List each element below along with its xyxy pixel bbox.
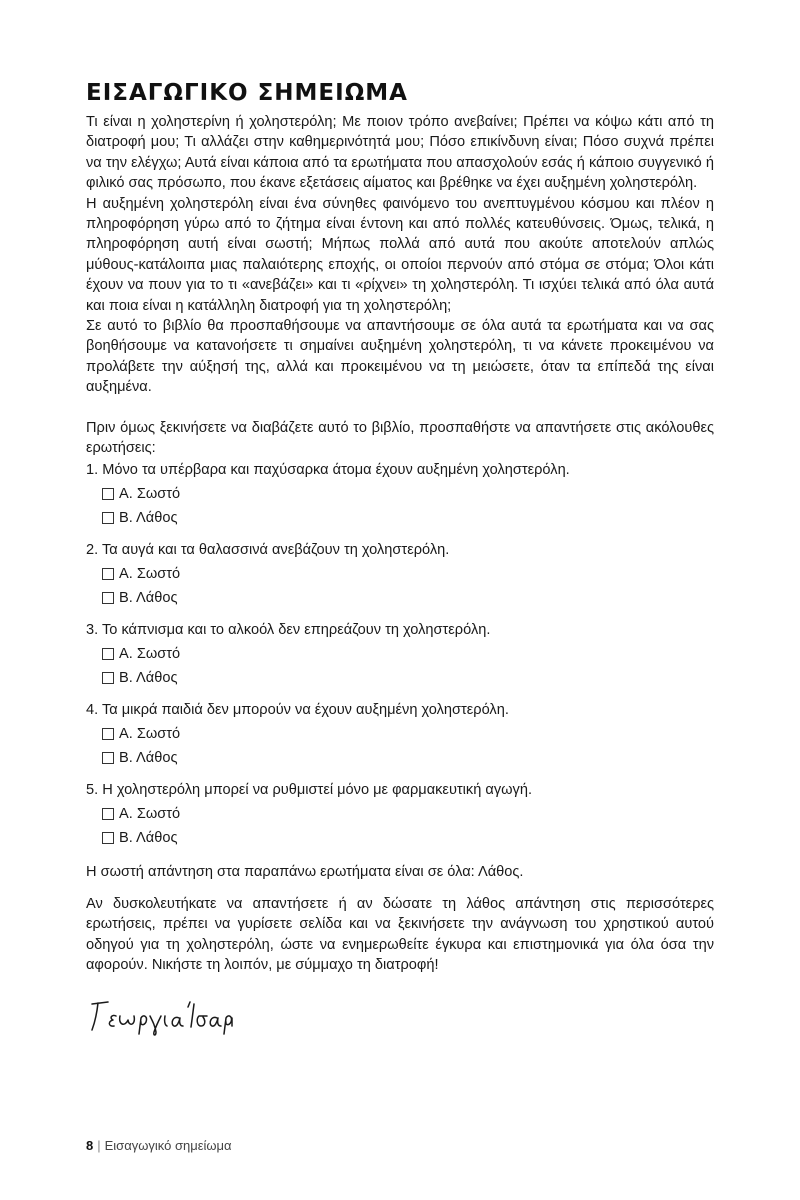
intro-paragraph-2: Η αυξημένη χοληστερόλη είναι ένα σύνηθες φαινόμενο του ανεπτυγμένου κόσμου και πλέον η πληροφόρηση γύρω από το ζήτημα είναι έντονη και από πολλές κατευθύνσεις. Όμως, τελικά, η πληροφόρηση αυτή είναι σωστή; Μήπως πολλά από αυτά που ακούτε αποτελούν απλώς μύθους-κατάλοιπα μιας παλαιότερης εποχής, οι οποίοι περνούν από στόμα σε στόμα; Όλοι κάτι έχουν να πουν για το τι «ανεβάζει» και τι «ρίχνει» τη χοληστερόλη. Τι ισχύει τελικά από όλα αυτά και ποια είναι η κατάλληλη διατροφή για τη χοληστερόλη;: [86, 195, 714, 314]
option-b[interactable]: [102, 826, 714, 850]
option-label: Β. Λάθος: [119, 669, 178, 686]
checkbox-icon[interactable]: [102, 672, 114, 684]
question-text: 3. Το κάπνισμα και το αλκοόλ δεν επηρεάζουν τη χοληστερόλη.: [86, 621, 491, 638]
page-title: ΕΙΣΑΓΩΓΙΚΟ ΣΗΜΕΙΩΜΑ: [86, 80, 408, 106]
question-text: 4. Τα μικρά παιδιά δεν μπορούν να έχουν αυξημένη χοληστερόλη.: [86, 701, 509, 718]
option-b[interactable]: [102, 506, 714, 530]
option-a[interactable]: [102, 642, 714, 666]
checkbox-icon[interactable]: [102, 512, 114, 524]
intro-paragraph-3: Σε αυτό το βιβλίο θα προσπαθήσουμε να απαντήσουμε σε όλα αυτά τα ερωτήματα και να σας βοηθήσουμε να κατανοήσετε τι σημαίνει αυξημένη χοληστερόλη, τι να κάνετε προκειμένου να προλάβετε την αύξησή της, αλλά και προκειμένου να τη μειώσετε, όταν τα επίπεδά της είναι αυξημένα.: [86, 318, 714, 396]
quiz-intro: Πριν όμως ξεκινήσετε να διαβάζετε αυτό το βιβλίο, προσπαθήστε να απαντήσετε στις ακόλουθες ερωτήσεις:: [86, 419, 714, 457]
answer-note: Η σωστή απάντηση στα παραπάνω ερωτήματα είναι σε όλα: Λάθος.: [86, 863, 524, 880]
handwritten-signature: [86, 992, 236, 1042]
option-label: Β. Λάθος: [119, 749, 178, 766]
footer-separator: |: [97, 1138, 101, 1153]
option-label: Β. Λάθος: [119, 829, 178, 846]
checkbox-icon[interactable]: [102, 808, 114, 820]
question-item: [86, 779, 714, 850]
checkbox-icon[interactable]: [102, 648, 114, 660]
checkbox-icon[interactable]: [102, 752, 114, 764]
option-label: Α. Σωστό: [119, 805, 181, 822]
checkbox-icon[interactable]: [102, 728, 114, 740]
checkbox-icon[interactable]: [102, 592, 114, 604]
page-content: [86, 80, 714, 1042]
checkbox-icon[interactable]: [102, 568, 114, 580]
checkbox-icon[interactable]: [102, 832, 114, 844]
option-label: Α. Σωστό: [119, 565, 181, 582]
question-item: [86, 459, 714, 530]
option-label: Α. Σωστό: [119, 725, 181, 742]
question-text: 1. Μόνο τα υπέρβαρα και παχύσαρκα άτομα έχουν αυξημένη χοληστερόλη.: [86, 461, 570, 478]
footer-section-title: Εισαγωγικό σημείωμα: [104, 1138, 232, 1153]
question-text: 2. Τα αυγά και τα θαλασσινά ανεβάζουν τη χοληστερόλη.: [86, 541, 450, 558]
option-a[interactable]: [102, 802, 714, 826]
question-text: 5. Η χοληστερόλη μπορεί να ρυθμιστεί μόνο με φαρμακευτική αγωγή.: [86, 781, 532, 798]
option-b[interactable]: [102, 746, 714, 770]
option-label: Β. Λάθος: [119, 509, 178, 526]
quiz-questions: [86, 459, 714, 850]
option-label: Α. Σωστό: [119, 485, 181, 502]
closing-paragraph: Αν δυσκολευτήκατε να απαντήσετε ή αν δώσατε τη λάθος απάντηση στις περισσότερες ερωτήσεις, πρέπει να γυρίσετε σελίδα και να ξεκινήσετε την ανάγνωση του χρηστικού αυτού οδηγού για τη χοληστερόλη, ώστε να ενημερωθείτε έγκυρα και επιστημονικά για όλα όσα την αφορούν. Νικήστε τη λοιπόν, με σύμμαχο τη διατροφή!: [86, 895, 714, 974]
option-label: Α. Σωστό: [119, 645, 181, 662]
option-b[interactable]: [102, 666, 714, 690]
page-footer: [86, 1138, 232, 1153]
option-a[interactable]: [102, 562, 714, 586]
page-number: 8: [86, 1138, 94, 1153]
option-a[interactable]: [102, 482, 714, 506]
signature: [86, 992, 714, 1042]
question-item: [86, 619, 714, 690]
option-b[interactable]: [102, 586, 714, 610]
option-label: Β. Λάθος: [119, 589, 178, 606]
question-item: [86, 699, 714, 770]
option-a[interactable]: [102, 722, 714, 746]
intro-paragraph-1: Τι είναι η χοληστερίνη ή χοληστερόλη; Με ποιον τρόπο ανεβαίνει; Πρέπει να κόψω κάτι από τη διατροφή μου; Τι αλλάζει στην καθημερινότητά μου; Πόσο επικίνδυνη είναι; Πόσο συχνά πρέπει να την ελέγχω; Αυτά είναι κάποια από τα ερωτήματα που απασχολούν εσάς ή κάποιο συγγενικό ή φιλικό σας πρόσωπο, που έκανε εξετάσεις αίματος και βρέθηκε να έχει αυξημένη χοληστερόλη.: [86, 114, 714, 192]
checkbox-icon[interactable]: [102, 488, 114, 500]
question-item: [86, 539, 714, 610]
